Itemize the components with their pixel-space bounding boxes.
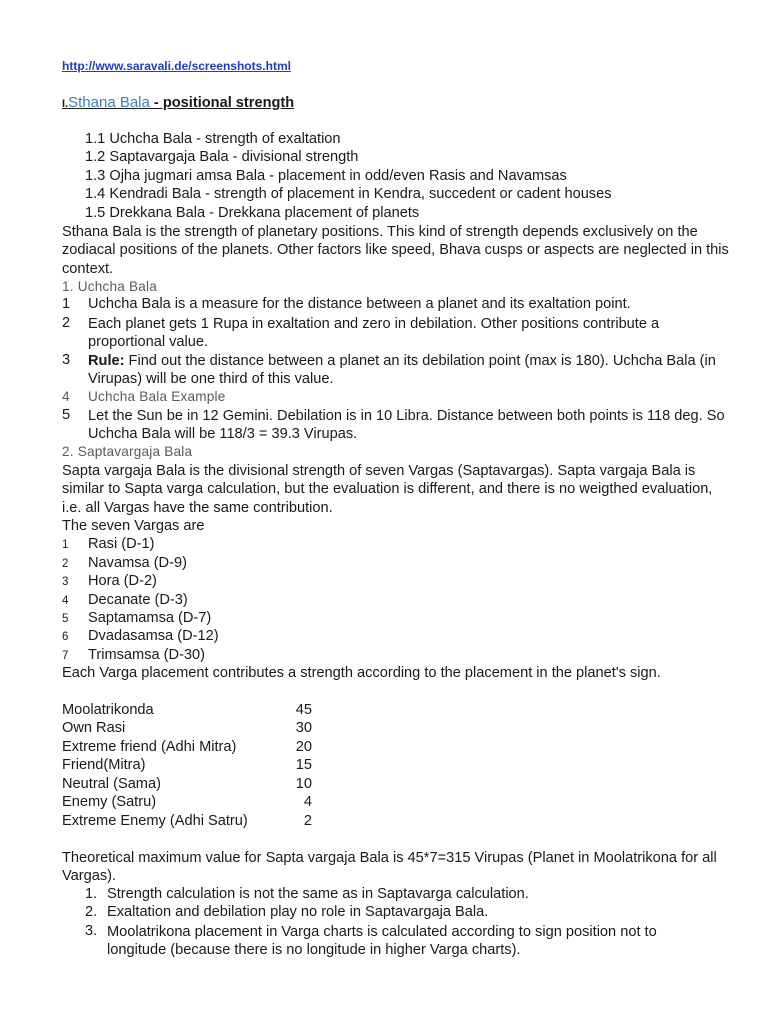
contribution-text: Each Varga placement contributes a strength according to the placement in the planet's sign. [62,665,661,681]
note-number: 2. [85,904,98,920]
table-label: Neutral (Sama) [62,776,161,792]
table-value: 15 [295,757,312,773]
subsection-item: 1.4 Kendradi Bala - strength of placement in Kendra, succedent or cadent houses [85,186,612,202]
table-value: 20 [295,739,312,755]
table-value: 4 [303,794,312,810]
list-number: 6 [62,631,69,643]
table-row [62,702,154,718]
table-value: 30 [295,720,312,736]
note-text: Exaltation and debilation play no role in Saptavargaja Bala. [107,904,489,920]
varga-name: Trimsamsa (D-30) [88,647,206,663]
list-text: Let the Sun be in 12 Gemini. Debilation is in 10 Libra. Distance between both points is 118 deg. So Uchcha Bala will be 118/3 = 39.3 Virupas. [88,408,725,443]
note-item [85,904,488,920]
list-text [88,352,728,389]
heading-rest: - positional strength [149,95,295,111]
table-label: Extreme Enemy (Adhi Satru) [62,813,248,829]
varga-name: Saptamamsa (D-7) [88,610,212,626]
list-number: 7 [62,650,69,662]
table-row [62,739,236,755]
varga-item [62,573,157,589]
intro-paragraph: Sthana Bala is the strength of planetary positions. This kind of strength depends exclusively on the zodiacal positions of the planets. Other factors like speed, Bhava cusps or aspects are neglected in this context. [62,224,729,277]
varga-name: Hora (D-2) [88,573,157,589]
note-number: 1. [85,886,98,902]
heading-sthana-bala: Sthana Bala [68,94,150,111]
list-number: 5 [62,613,69,625]
list-number: 3 [62,576,69,588]
saptavargaja-description: Sapta vargaja Bala is the divisional strength of seven Vargas (Saptavargas). Sapta vargaja Bala is similar to Sapta varga calculation, but the evaluation is different, and there is no weigthed evaluation, i.e. all Vargas have the same contribution. [62,463,713,516]
varga-item [62,592,188,608]
varga-item [62,555,187,571]
table-value: 10 [295,776,312,792]
heading-roman-numeral: I. [62,98,69,110]
varga-name: Rasi (D-1) [88,536,155,552]
list-number: 5 [62,407,71,423]
subsection-item: 1.3 Ojha jugmari amsa Bala - placement in odd/even Rasis and Navamsas [85,168,567,184]
list-number: 1 [62,296,71,312]
table-row [62,794,156,810]
rule-label: Rule: [88,353,125,369]
list-number: 3 [62,352,71,368]
varga-item [62,628,219,644]
table-label: Extreme friend (Adhi Mitra) [62,739,237,755]
table-value: 45 [295,702,312,718]
table-label: Enemy (Satru) [62,794,157,810]
table-row [62,776,161,792]
rule-text: Find out the distance between a planet an its debilation point (max is 180). Uchcha Bala (in Virupas) will be one third of this value. [88,353,716,388]
table-row [62,757,146,773]
table-label: Moolatrikonda [62,702,154,718]
table-row [62,813,248,829]
list-number: 2 [62,558,69,570]
varga-item [62,647,205,663]
note-number: 3. [85,923,98,939]
table-label: Own Rasi [62,720,126,736]
table-row [62,720,125,736]
list-item [62,315,742,352]
uchcha-example-title [62,389,226,404]
subsection-item: 1.2 Saptavargaja Bala - divisional strength [85,149,359,165]
list-number: 4 [62,389,70,404]
list-number: 2 [62,315,71,331]
varga-item [62,610,211,626]
subsection-item: 1.1 Uchcha Bala - strength of exaltation [85,131,341,147]
table-value: 2 [303,813,312,829]
list-text: Uchcha Bala is a measure for the distance between a planet and its exaltation point. [88,296,631,312]
screenshots-link[interactable]: http://www.saravali.de/screenshots.html [62,59,291,73]
varga-item [62,536,154,552]
varga-name: Decanate (D-3) [88,592,188,608]
note-text: Strength calculation is not the same as in Saptavarga calculation. [107,886,529,902]
table-label: Friend(Mitra) [62,757,146,773]
uchcha-bala-title: 1. Uchcha Bala [62,279,157,294]
list-text: Each planet gets 1 Rupa in exaltation and zero in debilation. Other positions contribute a proportional value. [88,316,660,351]
max-value-paragraph: Theoretical maximum value for Sapta vargaja Bala is 45*7=315 Virupas (Planet in Moolatrikona for all Vargas). [62,850,717,885]
list-item [62,296,631,312]
list-number: 1 [62,539,69,551]
list-item [62,352,742,389]
subsection-item: 1.5 Drekkana Bala - Drekkana placement of planets [85,205,420,221]
list-item [62,407,742,444]
vargas-intro: The seven Vargas are [62,518,205,534]
section-heading [62,94,294,111]
note-item [85,923,715,960]
example-title-text: Uchcha Bala Example [88,389,226,404]
list-number: 4 [62,595,69,607]
saptavargaja-title: 2. Saptavargaja Bala [62,444,193,459]
varga-name: Navamsa (D-9) [88,555,187,571]
note-text: Moolatrikona placement in Varga charts is calculated according to sign position not to longitude (because there is no longitude in higher Varga charts). [107,924,657,959]
varga-name: Dvadasamsa (D-12) [88,628,219,644]
note-item [85,886,529,902]
